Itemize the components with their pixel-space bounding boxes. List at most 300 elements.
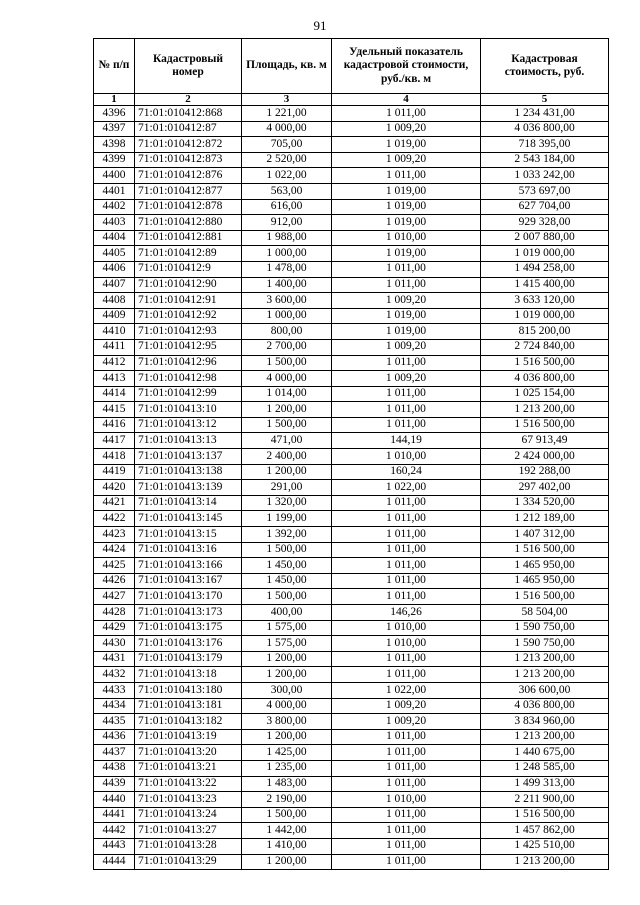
area-cell: 1 000,00 [242,246,332,262]
area-cell: 1 450,00 [242,573,332,589]
cadastral-cost-cell: 718 395,00 [481,137,609,153]
area-cell: 1 500,00 [242,417,332,433]
row-number-cell: 4403 [94,215,135,231]
row-number-cell: 4398 [94,137,135,153]
cadastral-cost-cell: 573 697,00 [481,183,609,199]
cadastral-cost-cell: 1 248 585,00 [481,760,609,776]
cadastral-number-cell: 71:01:010413:167 [135,573,242,589]
table-row [94,230,609,246]
cadastral-number-cell: 71:01:010412:868 [135,106,242,122]
table-row [94,495,609,511]
area-cell: 291,00 [242,480,332,496]
cadastral-cost-cell: 1 213 200,00 [481,651,609,667]
cadastral-cost-cell: 1 590 750,00 [481,620,609,636]
area-cell: 1 500,00 [242,542,332,558]
row-number-cell: 4411 [94,339,135,355]
cadastral-cost-cell: 1 025 154,00 [481,386,609,402]
table-row [94,714,609,730]
cadastral-number-cell: 71:01:010412:96 [135,355,242,371]
cadastral-number-cell: 71:01:010412:87 [135,121,242,137]
table-body [94,106,609,870]
cadastral-number-cell: 71:01:010413:14 [135,495,242,511]
cadastral-number-cell: 71:01:010412:872 [135,137,242,153]
table-row [94,620,609,636]
row-number-cell: 4441 [94,807,135,823]
cadastral-cost-cell: 1 465 950,00 [481,573,609,589]
cadastral-cost-cell: 1 465 950,00 [481,558,609,574]
cadastral-number-cell: 71:01:010412:89 [135,246,242,262]
specific-value-cell: 1 011,00 [332,760,481,776]
specific-value-cell: 1 011,00 [332,667,481,683]
specific-value-cell: 1 010,00 [332,230,481,246]
cadastral-number-cell: 71:01:010412:93 [135,324,242,340]
cadastral-cost-cell: 1 516 500,00 [481,542,609,558]
area-cell: 1 392,00 [242,527,332,543]
table-row [94,745,609,761]
area-cell: 1 221,00 [242,106,332,122]
specific-value-cell: 1 011,00 [332,527,481,543]
cadastral-cost-cell: 1 019 000,00 [481,246,609,262]
area-cell: 1 200,00 [242,651,332,667]
area-cell: 1 442,00 [242,823,332,839]
row-number-cell: 4410 [94,324,135,340]
table-row [94,651,609,667]
area-cell: 1 988,00 [242,230,332,246]
table-row [94,838,609,854]
row-number-cell: 4434 [94,698,135,714]
table-row [94,168,609,184]
row-number-cell: 4416 [94,417,135,433]
table-row [94,480,609,496]
cadastral-number-cell: 71:01:010413:145 [135,511,242,527]
row-number-cell: 4412 [94,355,135,371]
row-number-cell: 4408 [94,293,135,309]
column-number: 5 [481,94,609,106]
area-cell: 912,00 [242,215,332,231]
cadastral-cost-cell: 627 704,00 [481,199,609,215]
area-cell: 616,00 [242,199,332,215]
cadastral-number-cell: 71:01:010412:877 [135,183,242,199]
cadastral-number-cell: 71:01:010413:20 [135,745,242,761]
table-row [94,386,609,402]
area-cell: 1 483,00 [242,776,332,792]
cadastral-number-cell: 71:01:010413:170 [135,589,242,605]
row-number-cell: 4443 [94,838,135,854]
header-cadastral-cost: Кадастровая стоимость, руб. [481,39,609,94]
cadastral-cost-cell: 306 600,00 [481,682,609,698]
area-cell: 563,00 [242,183,332,199]
cadastral-cost-cell: 815 200,00 [481,324,609,340]
specific-value-cell: 1 011,00 [332,106,481,122]
specific-value-cell: 1 011,00 [332,558,481,574]
header-area: Площадь, кв. м [242,39,332,94]
cadastral-number-cell: 71:01:010413:166 [135,558,242,574]
specific-value-cell: 1 010,00 [332,792,481,808]
area-cell: 1 500,00 [242,589,332,605]
specific-value-cell: 1 022,00 [332,682,481,698]
specific-value-cell: 1 011,00 [332,776,481,792]
specific-value-cell: 1 009,20 [332,371,481,387]
cadastral-cost-cell: 1 425 510,00 [481,838,609,854]
row-number-cell: 4413 [94,371,135,387]
specific-value-cell: 1 011,00 [332,745,481,761]
row-number-cell: 4420 [94,480,135,496]
specific-value-cell: 1 009,20 [332,714,481,730]
row-number-cell: 4401 [94,183,135,199]
specific-value-cell: 1 019,00 [332,308,481,324]
specific-value-cell: 1 011,00 [332,261,481,277]
cadastral-cost-cell: 1 334 520,00 [481,495,609,511]
row-number-cell: 4404 [94,230,135,246]
cadastral-cost-cell: 2 007 880,00 [481,230,609,246]
table-row [94,558,609,574]
area-cell: 4 000,00 [242,121,332,137]
specific-value-cell: 1 019,00 [332,137,481,153]
area-cell: 1 320,00 [242,495,332,511]
area-cell: 1 425,00 [242,745,332,761]
cadastral-number-cell: 71:01:010413:175 [135,620,242,636]
cadastral-number-cell: 71:01:010412:91 [135,293,242,309]
cadastral-number-cell: 71:01:010412:878 [135,199,242,215]
cadastral-number-cell: 71:01:010413:182 [135,714,242,730]
cadastral-number-cell: 71:01:010413:179 [135,651,242,667]
table-row [94,636,609,652]
row-number-cell: 4435 [94,714,135,730]
cadastral-cost-cell: 1 499 313,00 [481,776,609,792]
cadastral-number-cell: 71:01:010413:18 [135,667,242,683]
specific-value-cell: 1 022,00 [332,480,481,496]
row-number-cell: 4399 [94,152,135,168]
cadastral-number-cell: 71:01:010413:23 [135,792,242,808]
table-row [94,776,609,792]
area-cell: 4 000,00 [242,698,332,714]
specific-value-cell: 1 019,00 [332,199,481,215]
cadastral-cost-cell: 1 415 400,00 [481,277,609,293]
table-row [94,199,609,215]
row-number-cell: 4442 [94,823,135,839]
cadastral-number-cell: 71:01:010413:181 [135,698,242,714]
table-row [94,417,609,433]
cadastral-cost-cell: 4 036 800,00 [481,698,609,714]
header-cadastral-number: Кадастровый номер [135,39,242,94]
area-cell: 2 700,00 [242,339,332,355]
specific-value-cell: 146,26 [332,605,481,621]
area-cell: 1 200,00 [242,402,332,418]
cadastral-cost-cell: 1 590 750,00 [481,636,609,652]
table-row [94,183,609,199]
table-row [94,573,609,589]
area-cell: 400,00 [242,605,332,621]
cadastral-number-cell: 71:01:010413:29 [135,854,242,870]
row-number-cell: 4396 [94,106,135,122]
row-number-cell: 4400 [94,168,135,184]
table-row [94,246,609,262]
row-number-cell: 4419 [94,464,135,480]
cadastral-number-cell: 71:01:010413:176 [135,636,242,652]
area-cell: 1 410,00 [242,838,332,854]
specific-value-cell: 1 011,00 [332,277,481,293]
cadastral-cost-cell: 2 543 184,00 [481,152,609,168]
cadastral-cost-cell: 1 516 500,00 [481,355,609,371]
cadastral-number-cell: 71:01:010412:876 [135,168,242,184]
cadastral-number-cell: 71:01:010412:90 [135,277,242,293]
specific-value-cell: 1 011,00 [332,386,481,402]
area-cell: 471,00 [242,433,332,449]
cadastral-number-cell: 71:01:010412:99 [135,386,242,402]
row-number-cell: 4424 [94,542,135,558]
row-number-cell: 4432 [94,667,135,683]
table-row [94,121,609,137]
cadastral-cost-cell: 1 213 200,00 [481,854,609,870]
area-cell: 1 200,00 [242,729,332,745]
cadastral-number-cell: 71:01:010413:28 [135,838,242,854]
table-row [94,527,609,543]
area-cell: 2 190,00 [242,792,332,808]
specific-value-cell: 1 011,00 [332,511,481,527]
area-cell: 3 800,00 [242,714,332,730]
table-row [94,729,609,745]
cadastral-number-cell: 71:01:010412:98 [135,371,242,387]
specific-value-cell: 1 011,00 [332,823,481,839]
area-cell: 1 199,00 [242,511,332,527]
area-cell: 1 235,00 [242,760,332,776]
cadastral-cost-cell: 1 234 431,00 [481,106,609,122]
area-cell: 1 500,00 [242,807,332,823]
row-number-cell: 4433 [94,682,135,698]
row-number-cell: 4406 [94,261,135,277]
area-cell: 2 400,00 [242,449,332,465]
cadastral-number-cell: 71:01:010413:16 [135,542,242,558]
row-number-cell: 4427 [94,589,135,605]
table-row [94,589,609,605]
table-row [94,807,609,823]
table-row [94,402,609,418]
cadastral-number-cell: 71:01:010413:24 [135,807,242,823]
cadastral-number-cell: 71:01:010412:880 [135,215,242,231]
table-row [94,682,609,698]
specific-value-cell: 1 009,20 [332,339,481,355]
row-number-cell: 4418 [94,449,135,465]
row-number-cell: 4431 [94,651,135,667]
row-number-cell: 4414 [94,386,135,402]
area-cell: 1 014,00 [242,386,332,402]
row-number-cell: 4422 [94,511,135,527]
area-cell: 1 575,00 [242,636,332,652]
cadastral-number-cell: 71:01:010412:881 [135,230,242,246]
cadastral-number-cell: 71:01:010413:13 [135,433,242,449]
table-row [94,371,609,387]
area-cell: 1 000,00 [242,308,332,324]
table-row [94,823,609,839]
row-number-cell: 4407 [94,277,135,293]
table-row [94,355,609,371]
table-row [94,339,609,355]
area-cell: 1 450,00 [242,558,332,574]
area-cell: 1 400,00 [242,277,332,293]
specific-value-cell: 1 011,00 [332,729,481,745]
area-cell: 1 575,00 [242,620,332,636]
cadastral-cost-cell: 929 328,00 [481,215,609,231]
cadastral-number-cell: 71:01:010413:22 [135,776,242,792]
specific-value-cell: 1 011,00 [332,807,481,823]
cadastral-cost-cell: 58 504,00 [481,605,609,621]
column-number: 4 [332,94,481,106]
table-row [94,324,609,340]
specific-value-cell: 1 019,00 [332,246,481,262]
cadastral-number-cell: 71:01:010412:9 [135,261,242,277]
area-cell: 800,00 [242,324,332,340]
cadastral-cost-cell: 1 407 312,00 [481,527,609,543]
row-number-cell: 4428 [94,605,135,621]
specific-value-cell: 1 009,20 [332,121,481,137]
cadastral-cost-cell: 1 516 500,00 [481,807,609,823]
table-row [94,667,609,683]
specific-value-cell: 1 010,00 [332,620,481,636]
area-cell: 1 200,00 [242,854,332,870]
cadastral-cost-cell: 3 633 120,00 [481,293,609,309]
cadastral-cost-cell: 1 213 200,00 [481,667,609,683]
row-number-cell: 4426 [94,573,135,589]
cadastral-cost-cell: 2 211 900,00 [481,792,609,808]
row-number-cell: 4436 [94,729,135,745]
table-row [94,792,609,808]
cadastral-cost-cell: 2 424 000,00 [481,449,609,465]
area-cell: 1 200,00 [242,667,332,683]
header-specific-value: Удельный показатель кадастровой стоимости, руб./кв. м [332,39,481,94]
specific-value-cell: 1 011,00 [332,495,481,511]
specific-value-cell: 1 010,00 [332,449,481,465]
table-row [94,106,609,122]
table-row [94,698,609,714]
header-row-number: № п/п [94,39,135,94]
area-cell: 300,00 [242,682,332,698]
specific-value-cell: 160,24 [332,464,481,480]
cadastral-cost-cell: 1 212 189,00 [481,511,609,527]
cadastral-number-cell: 71:01:010413:173 [135,605,242,621]
cadastral-number-cell: 71:01:010413:139 [135,480,242,496]
cadastral-cost-cell: 4 036 800,00 [481,371,609,387]
cadastral-cost-cell: 3 834 960,00 [481,714,609,730]
row-number-cell: 4438 [94,760,135,776]
cadastral-number-cell: 71:01:010413:10 [135,402,242,418]
specific-value-cell: 1 011,00 [332,402,481,418]
cadastral-cost-cell: 1 019 000,00 [481,308,609,324]
cadastral-cost-cell: 297 402,00 [481,480,609,496]
specific-value-cell: 1 009,20 [332,152,481,168]
table-row [94,277,609,293]
area-cell: 2 520,00 [242,152,332,168]
cadastral-cost-cell: 1 033 242,00 [481,168,609,184]
cadastral-cost-cell: 2 724 840,00 [481,339,609,355]
table-row [94,215,609,231]
table-row [94,605,609,621]
table-row [94,449,609,465]
table-row [94,464,609,480]
specific-value-cell: 1 010,00 [332,636,481,652]
specific-value-cell: 1 009,20 [332,293,481,309]
cadastral-cost-cell: 1 516 500,00 [481,417,609,433]
specific-value-cell: 144,19 [332,433,481,449]
cadastral-number-cell: 71:01:010412:873 [135,152,242,168]
cadastral-number-cell: 71:01:010413:19 [135,729,242,745]
area-cell: 4 000,00 [242,371,332,387]
specific-value-cell: 1 019,00 [332,324,481,340]
area-cell: 1 500,00 [242,355,332,371]
column-number: 2 [135,94,242,106]
specific-value-cell: 1 011,00 [332,355,481,371]
table-row [94,542,609,558]
row-number-cell: 4402 [94,199,135,215]
area-cell: 1 200,00 [242,464,332,480]
row-number-cell: 4405 [94,246,135,262]
table-row [94,308,609,324]
cadastral-value-table [93,38,609,870]
specific-value-cell: 1 011,00 [332,573,481,589]
area-cell: 3 600,00 [242,293,332,309]
table-header [94,39,609,106]
specific-value-cell: 1 011,00 [332,854,481,870]
row-number-cell: 4423 [94,527,135,543]
specific-value-cell: 1 011,00 [332,417,481,433]
specific-value-cell: 1 019,00 [332,215,481,231]
cadastral-number-cell: 71:01:010413:21 [135,760,242,776]
row-number-cell: 4409 [94,308,135,324]
cadastral-number-cell: 71:01:010413:138 [135,464,242,480]
row-number-cell: 4437 [94,745,135,761]
cadastral-cost-cell: 1 457 862,00 [481,823,609,839]
specific-value-cell: 1 019,00 [332,183,481,199]
area-cell: 1 022,00 [242,168,332,184]
table-row [94,760,609,776]
cadastral-number-cell: 71:01:010413:12 [135,417,242,433]
column-number: 3 [242,94,332,106]
row-number-cell: 4430 [94,636,135,652]
area-cell: 705,00 [242,137,332,153]
specific-value-cell: 1 011,00 [332,542,481,558]
cadastral-cost-cell: 1 440 675,00 [481,745,609,761]
specific-value-cell: 1 011,00 [332,589,481,605]
row-number-cell: 4440 [94,792,135,808]
row-number-cell: 4425 [94,558,135,574]
row-number-cell: 4397 [94,121,135,137]
cadastral-number-cell: 71:01:010412:92 [135,308,242,324]
table-row [94,433,609,449]
row-number-cell: 4415 [94,402,135,418]
cadastral-number-cell: 71:01:010413:27 [135,823,242,839]
row-number-cell: 4429 [94,620,135,636]
specific-value-cell: 1 011,00 [332,838,481,854]
cadastral-number-cell: 71:01:010412:95 [135,339,242,355]
row-number-cell: 4439 [94,776,135,792]
page-number: 91 [313,18,327,33]
area-cell: 1 478,00 [242,261,332,277]
table-row [94,293,609,309]
cadastral-cost-cell: 192 288,00 [481,464,609,480]
table-row [94,854,609,870]
cadastral-cost-cell: 4 036 800,00 [481,121,609,137]
specific-value-cell: 1 011,00 [332,168,481,184]
specific-value-cell: 1 011,00 [332,651,481,667]
cadastral-number-cell: 71:01:010413:180 [135,682,242,698]
table-row [94,511,609,527]
cadastral-cost-cell: 1 213 200,00 [481,402,609,418]
cadastral-cost-cell: 67 913,49 [481,433,609,449]
cadastral-number-cell: 71:01:010413:15 [135,527,242,543]
specific-value-cell: 1 009,20 [332,698,481,714]
cadastral-cost-cell: 1 516 500,00 [481,589,609,605]
cadastral-cost-cell: 1 213 200,00 [481,729,609,745]
row-number-cell: 4421 [94,495,135,511]
